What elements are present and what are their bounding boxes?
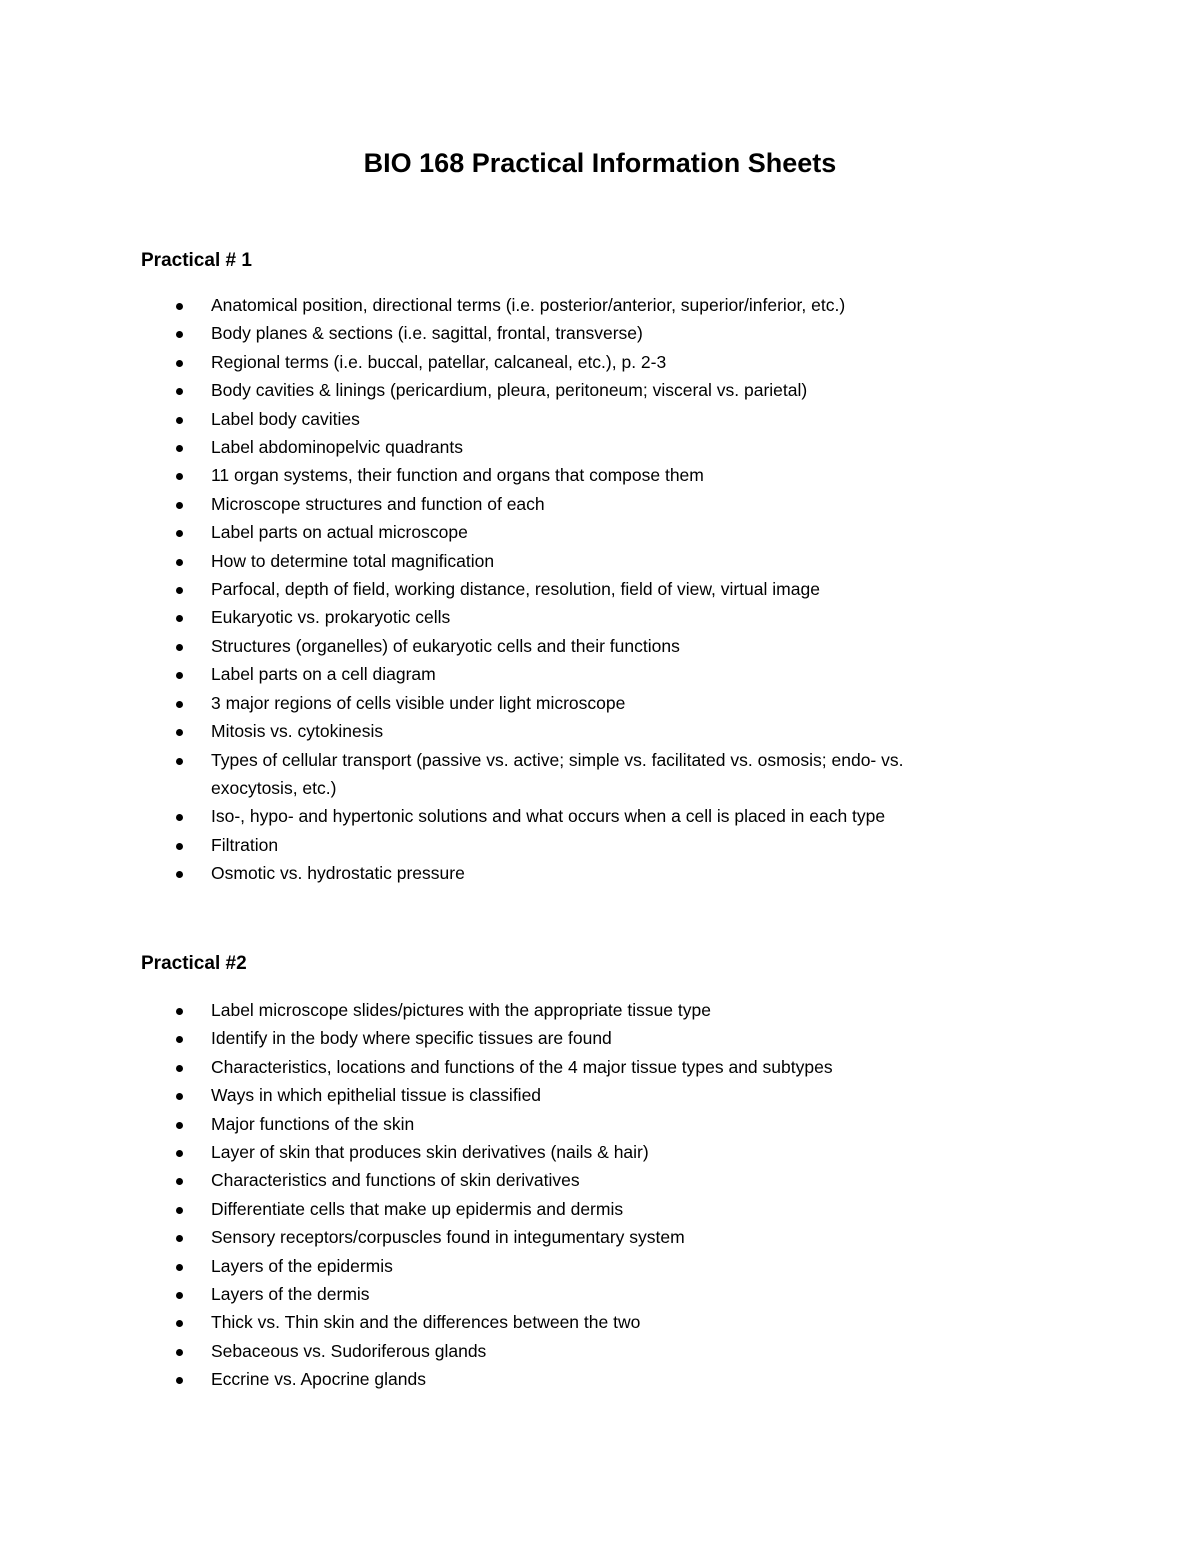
bullet-icon [176,445,183,452]
list-item: How to determine total magnification [0,547,1200,575]
list-item: Layer of skin that produces skin derivatives (nails & hair) [0,1138,1200,1166]
bullet-icon [176,729,183,736]
bullet-icon [176,1093,183,1100]
bullet-icon [176,1292,183,1299]
bullet-icon [176,502,183,509]
list-item: Sensory receptors/corpuscles found in integumentary system [0,1223,1200,1251]
bullet-icon [176,388,183,395]
list-item: Parfocal, depth of field, working distance, resolution, field of view, virtual image [0,575,1200,603]
bullet-icon [176,1065,183,1072]
list-item: Anatomical position, directional terms (i.e. posterior/anterior, superior/inferior, etc.) [0,291,1200,319]
list-item: Mitosis vs. cytokinesis [0,717,1200,745]
list-item: Sebaceous vs. Sudoriferous glands [0,1337,1200,1365]
list-item: Osmotic vs. hydrostatic pressure [0,859,1200,887]
bullet-icon [176,587,183,594]
list-item: Iso-, hypo- and hypertonic solutions and what occurs when a cell is placed in each type [0,802,1200,830]
list-item: Label parts on a cell diagram [0,660,1200,688]
practical-1-heading: Practical # 1 [141,250,252,271]
bullet-icon [176,1320,183,1327]
bullet-icon [176,871,183,878]
bullet-icon [176,615,183,622]
bullet-icon [176,701,183,708]
bullet-icon [176,1235,183,1242]
bullet-icon [176,303,183,310]
bullet-icon [176,331,183,338]
list-item: Microscope structures and function of each [0,490,1200,518]
list-item: Major functions of the skin [0,1110,1200,1138]
list-item: Structures (organelles) of eukaryotic cells and their functions [0,632,1200,660]
bullet-icon [176,672,183,679]
list-item: Differentiate cells that make up epidermis and dermis [0,1195,1200,1223]
bullet-icon [176,473,183,480]
bullet-icon [176,1036,183,1043]
bullet-icon [176,1207,183,1214]
list-item: Layers of the dermis [0,1280,1200,1308]
list-item: 3 major regions of cells visible under light microscope [0,689,1200,717]
bullet-icon [176,1264,183,1271]
list-item: Characteristics and functions of skin derivatives [0,1166,1200,1194]
bullet-icon [176,843,183,850]
bullet-icon [176,1377,183,1384]
list-item: Eukaryotic vs. prokaryotic cells [0,603,1200,631]
list-item: Filtration [0,831,1200,859]
bullet-icon [176,1349,183,1356]
bullet-icon [176,1008,183,1015]
list-item: Body planes & sections (i.e. sagittal, frontal, transverse) [0,319,1200,347]
list-item-continuation: exocytosis, etc.) [211,777,337,798]
bullet-icon [176,360,183,367]
practical-2-heading: Practical #2 [141,953,247,974]
list-item: Label microscope slides/pictures with the appropriate tissue type [0,996,1200,1024]
list-item: Layers of the epidermis [0,1252,1200,1280]
list-item: Types of cellular transport (passive vs. active; simple vs. facilitated vs. osmosis; endo- vs. exocytosis, etc.) [0,746,1200,803]
list-item: Label body cavities [0,405,1200,433]
document-title: BIO 168 Practical Information Sheets [363,148,837,178]
list-item: Ways in which epithelial tissue is classified [0,1081,1200,1109]
list-item: Label parts on actual microscope [0,518,1200,546]
practical-1-list [0,291,1200,888]
list-item: Thick vs. Thin skin and the differences between the two [0,1308,1200,1336]
bullet-icon [176,1150,183,1157]
list-item: Regional terms (i.e. buccal, patellar, calcaneal, etc.), p. 2-3 [0,348,1200,376]
list-item: Characteristics, locations and functions of the 4 major tissue types and subtypes [0,1053,1200,1081]
list-item: Eccrine vs. Apocrine glands [0,1365,1200,1393]
bullet-icon [176,1122,183,1129]
bullet-icon [176,1178,183,1185]
bullet-icon [176,559,183,566]
bullet-icon [176,758,183,765]
bullet-icon [176,417,183,424]
list-item: Label abdominopelvic quadrants [0,433,1200,461]
list-item: 11 organ systems, their function and organs that compose them [0,461,1200,489]
practical-2-list [0,996,1200,1394]
list-item: Body cavities & linings (pericardium, pleura, peritoneum; visceral vs. parietal) [0,376,1200,404]
bullet-icon [176,644,183,651]
list-item: Identify in the body where specific tissues are found [0,1024,1200,1052]
bullet-icon [176,530,183,537]
bullet-icon [176,814,183,821]
